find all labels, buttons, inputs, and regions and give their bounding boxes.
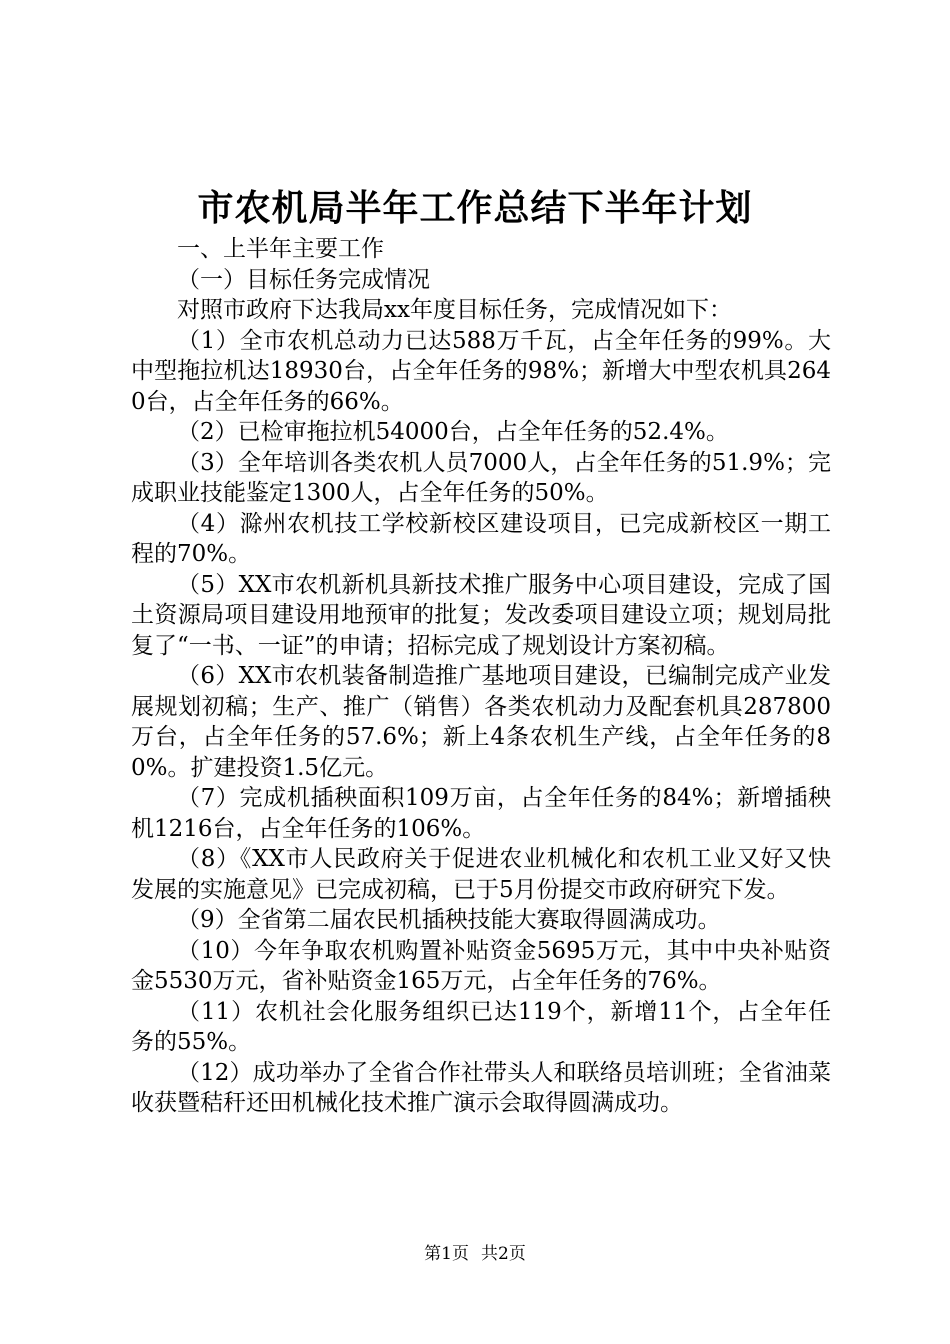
page-number: 第1页 (424, 1244, 469, 1264)
item-paragraph: （2）已检审拖拉机54000台，占全年任务的52.4%。 (177, 419, 729, 445)
item-paragraph: （12）成功举办了全省合作社带头人和联络员培训班；全省油菜收获暨秸秆还田机械化技术推广演示会取得圆满成功。 (131, 1059, 831, 1116)
item-paragraph: （8）《XX市人民政府关于促进农业机械化和农机工业又好又快发展的实施意见》已完成初稿，已于5月份提交市政府研究下发。 (131, 846, 831, 903)
item-paragraph: （5）XX市农机新机具新技术推广服务中心项目建设，完成了国土资源局项目建设用地预审的批复；发改委项目建设立项；规划局批复了“一书、一证”的申请；招标完成了规划设计方案初稿。 (131, 571, 831, 659)
page-footer (0, 1242, 950, 1266)
page-total: 共2页 (481, 1244, 526, 1264)
item-paragraph: （10）今年争取农机购置补贴资金5695万元，其中中央补贴资金5530万元，省补贴资金165万元，占全年任务的76%。 (131, 937, 831, 994)
subsection-heading: （一）目标任务完成情况 (177, 266, 430, 293)
item-paragraph: （1）全市农机总动力已达588万千瓦，占全年任务的99%。大中型拖拉机达18930台，占全年任务的98%；新增大中型农机具2640台，占全年任务的66%。 (131, 327, 831, 415)
item-paragraph: （3）全年培训各类农机人员7000人，占全年任务的51.9%；完成职业技能鉴定1300人，占全年任务的50%。 (131, 449, 831, 506)
page-title: 市农机局半年工作总结下半年计划 (197, 187, 753, 229)
item-paragraph: （9）全省第二届农民机插秧技能大赛取得圆满成功。 (177, 907, 721, 933)
section-heading: 一、上半年主要工作 (177, 236, 384, 262)
item-paragraph: （11）农机社会化服务组织已达119个，新增11个，占全年任务的55%。 (131, 998, 831, 1055)
item-paragraph: （4）滁州农机技工学校新校区建设项目，已完成新校区一期工程的70%。 (131, 510, 831, 567)
item-paragraph: （7）完成机插秧面积109万亩，占全年任务的84%；新增插秧机1216台，占全年任务的106%。 (131, 785, 831, 842)
document-body (131, 234, 831, 1119)
intro-paragraph: 对照市政府下达我局xx年度目标任务，完成情况如下： (177, 297, 732, 323)
item-paragraph: （6）XX市农机装备制造推广基地项目建设，已编制完成产业发展规划初稿；生产、推广（销售）各类农机动力及配套机具287800万台，占全年任务的57.6%；新上4条农机生产线，占全年任务的80%。扩建投资1.5亿元。 (131, 663, 831, 781)
